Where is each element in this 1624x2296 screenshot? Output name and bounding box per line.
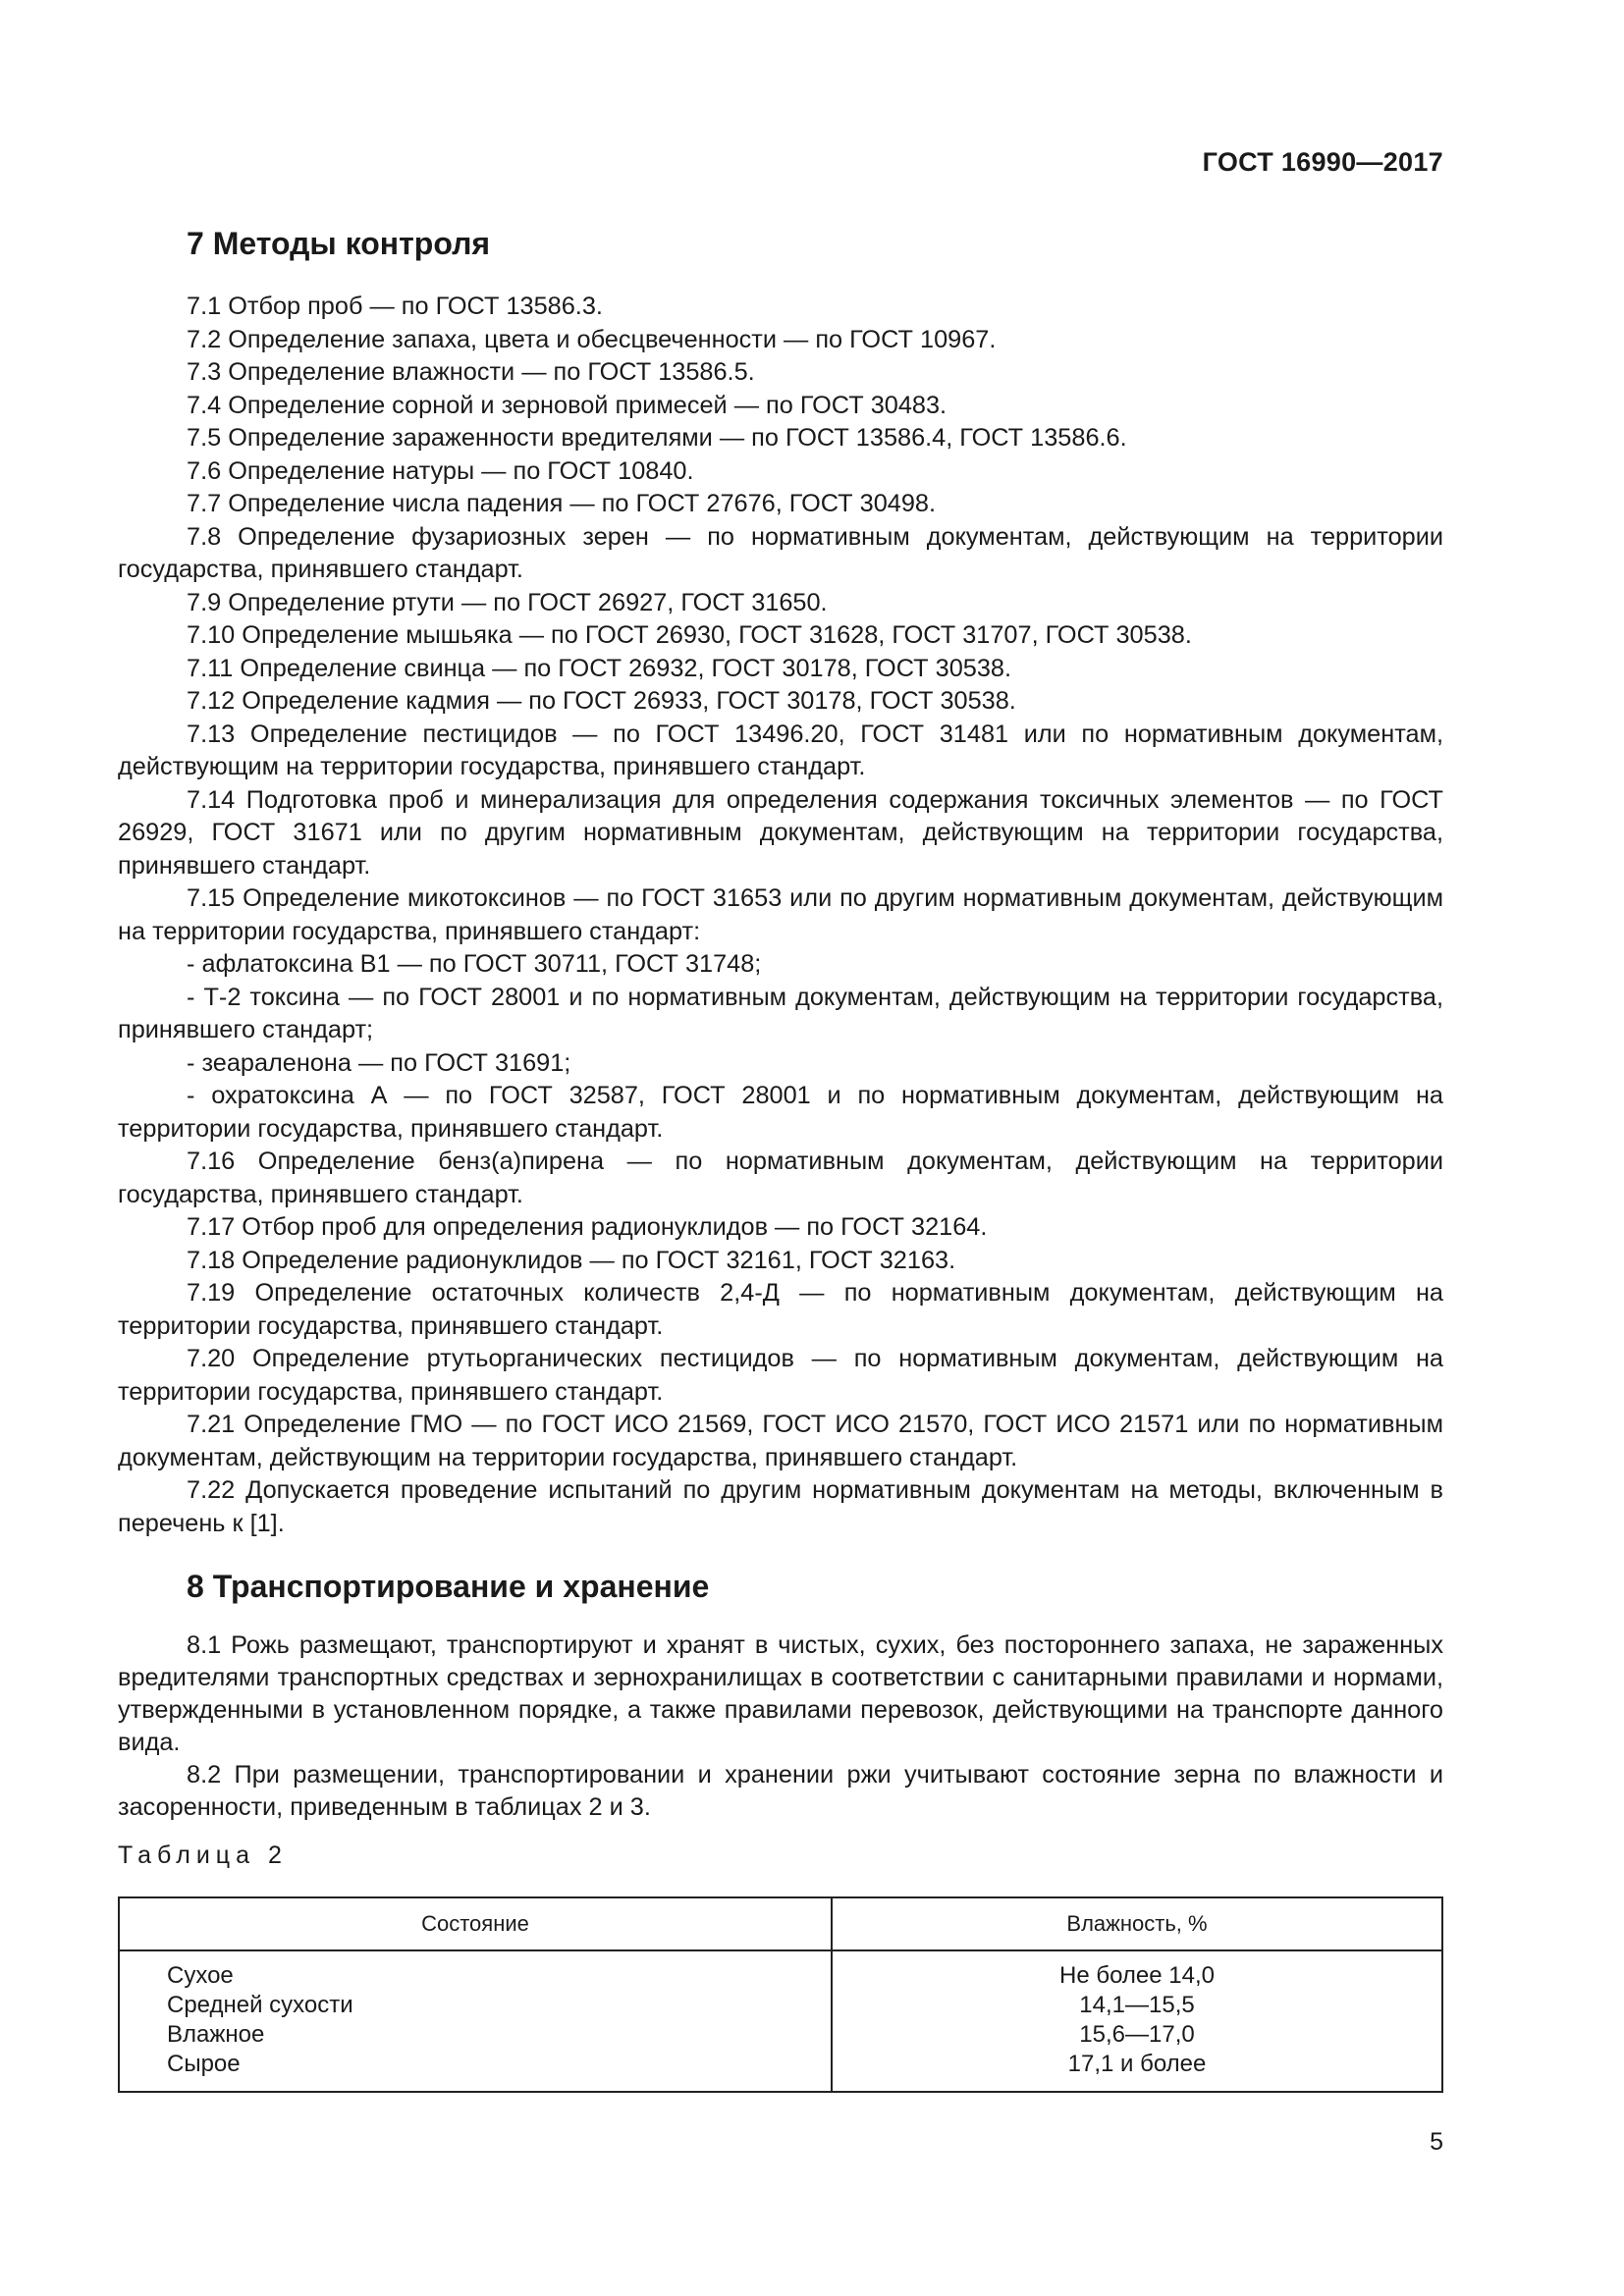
- clause-7-14: 7.14 Подготовка проб и минерализация для определения содержания токсичных элементов — по ГОСТ 26929, ГОСТ 31671 или по другим нормативным документам, действующим на территории государства, принявшего стандарт.: [118, 785, 1443, 880]
- clause-7-7: 7.7 Определение числа падения — по ГОСТ 27676, ГОСТ 30498.: [187, 490, 937, 517]
- section-8: [118, 1567, 1443, 1824]
- table-header-row: [119, 1897, 1442, 1950]
- clause-7-13: 7.13 Определение пестицидов — по ГОСТ 13496.20, ГОСТ 31481 или по нормативным документам, действующим на территории государства, принявшего стандарт.: [118, 720, 1443, 780]
- document-code: ГОСТ 16990—2017: [1202, 147, 1443, 177]
- section-items: [118, 291, 1443, 1540]
- clause-7-17: 7.17 Отбор проб для определения радионуклидов — по ГОСТ 32164.: [187, 1213, 988, 1241]
- moisture-table: [118, 1896, 1443, 2093]
- clause-7-3: 7.3 Определение влажности — по ГОСТ 13586.5.: [187, 358, 755, 386]
- clause-7-4: 7.4 Определение сорной и зерновой примесей — по ГОСТ 30483.: [187, 391, 947, 419]
- clause-7-22: 7.22 Допускается проведение испытаний по другим нормативным документам на методы, включенным в перечень к [1].: [118, 1476, 1443, 1537]
- clause-8-1: 8.1 Рожь размещают, транспортируют и хранят в чистых, сухих, без постороннего запаха, не зараженных вредителями транспортных средствах и зернохранилищах в соответствии с санитарными правилами и нормами, утвержденными в установленном порядке, а также правилами перевозок, действующими на транспорте данного вида.: [118, 1631, 1443, 1756]
- moisture-value: 15,6—17,0: [1079, 2021, 1195, 2048]
- moisture-value: 14,1—15,5: [1079, 1992, 1195, 2018]
- state-value: Сухое: [167, 1962, 234, 1989]
- section-title: 7 Методы контроля: [187, 226, 491, 261]
- clause-7-18: 7.18 Определение радионуклидов — по ГОСТ 32161, ГОСТ 32163.: [187, 1246, 956, 1274]
- column-header-state: Состояние: [119, 1897, 832, 1950]
- clause-7-15: 7.15 Определение микотоксинов — по ГОСТ 31653 или по другим нормативным документам, действующим на территории государства, принявшего стандарт:: [118, 884, 1443, 945]
- section-7: [118, 224, 1443, 1540]
- clause-7-5: 7.5 Определение зараженности вредителями — по ГОСТ 13586.4, ГОСТ 13586.6.: [187, 424, 1127, 452]
- section-items: [118, 1629, 1443, 1824]
- list-item: - Т-2 токсина — по ГОСТ 28001 и по нормативным документам, действующим на территории государства, принявшего стандарт;: [118, 983, 1443, 1043]
- section-title: 8 Транспортирование и хранение: [187, 1569, 710, 1604]
- column-header-moisture: Влажность, %: [832, 1897, 1442, 1950]
- state-value: Средней сухости: [167, 1992, 353, 2018]
- clause-7-19: 7.19 Определение остаточных количеств 2,4-Д — по нормативным документам, действующим на территории государства, принявшего стандарт.: [118, 1279, 1443, 1340]
- list-item: - афлатоксина В1 — по ГОСТ 30711, ГОСТ 31748;: [187, 950, 762, 978]
- clause-7-20: 7.20 Определение ртутьорганических пестицидов — по нормативным документам, действующим на территории государства, принявшего стандарт.: [118, 1345, 1443, 1406]
- page-number: 5: [1430, 2128, 1443, 2156]
- state-cell: [119, 1950, 832, 2092]
- state-value: Влажное: [167, 2021, 265, 2048]
- table-row: [119, 1950, 1442, 2092]
- moisture-value: Не более 14,0: [1059, 1962, 1215, 1989]
- clause-7-1: 7.1 Отбор проб — по ГОСТ 13586.3.: [187, 293, 603, 320]
- list-item: - охратоксина А — по ГОСТ 32587, ГОСТ 28001 и по нормативным документам, действующим на территории государства, принявшего стандарт.: [118, 1082, 1443, 1143]
- clause-7-6: 7.6 Определение натуры — по ГОСТ 10840.: [187, 456, 694, 485]
- moisture-value: 17,1 и более: [1067, 2051, 1207, 2077]
- clause-7-12: 7.12 Определение кадмия — по ГОСТ 26933, ГОСТ 30178, ГОСТ 30538.: [187, 687, 1016, 715]
- state-value: Сырое: [167, 2051, 241, 2077]
- clause-7-16: 7.16 Определение бенз(а)пирена — по нормативным документам, действующим на территории государства, принявшего стандарт.: [118, 1148, 1443, 1208]
- clause-7-2: 7.2 Определение запаха, цвета и обесцвеченности — по ГОСТ 10967.: [187, 325, 997, 353]
- clause-7-9: 7.9 Определение ртути — по ГОСТ 26927, ГОСТ 31650.: [187, 588, 828, 616]
- clause-7-8: 7.8 Определение фузариозных зерен — по нормативным документам, действующим на территории государства, принявшего стандарт.: [118, 522, 1443, 583]
- clause-7-11: 7.11 Определение свинца — по ГОСТ 26932, ГОСТ 30178, ГОСТ 30538.: [187, 654, 1012, 682]
- clause-7-10: 7.10 Определение мышьяка — по ГОСТ 26930, ГОСТ 31628, ГОСТ 31707, ГОСТ 30538.: [187, 621, 1192, 649]
- clause-8-2: 8.2 При размещении, транспортировании и хранении ржи учитывают состояние зерна по влажности и засоренности, приведенным в таблицах 2 и 3.: [118, 1761, 1443, 1821]
- table-caption: Таблица 2: [118, 1842, 288, 1869]
- moisture-cell: [832, 1950, 1442, 2092]
- clause-7-21: 7.21 Определение ГМО — по ГОСТ ИСО 21569, ГОСТ ИСО 21570, ГОСТ ИСО 21571 или по нормативным документам, действующим на территории государства, принявшего стандарт.: [118, 1411, 1443, 1471]
- list-item: - зеараленона — по ГОСТ 31691;: [187, 1048, 571, 1077]
